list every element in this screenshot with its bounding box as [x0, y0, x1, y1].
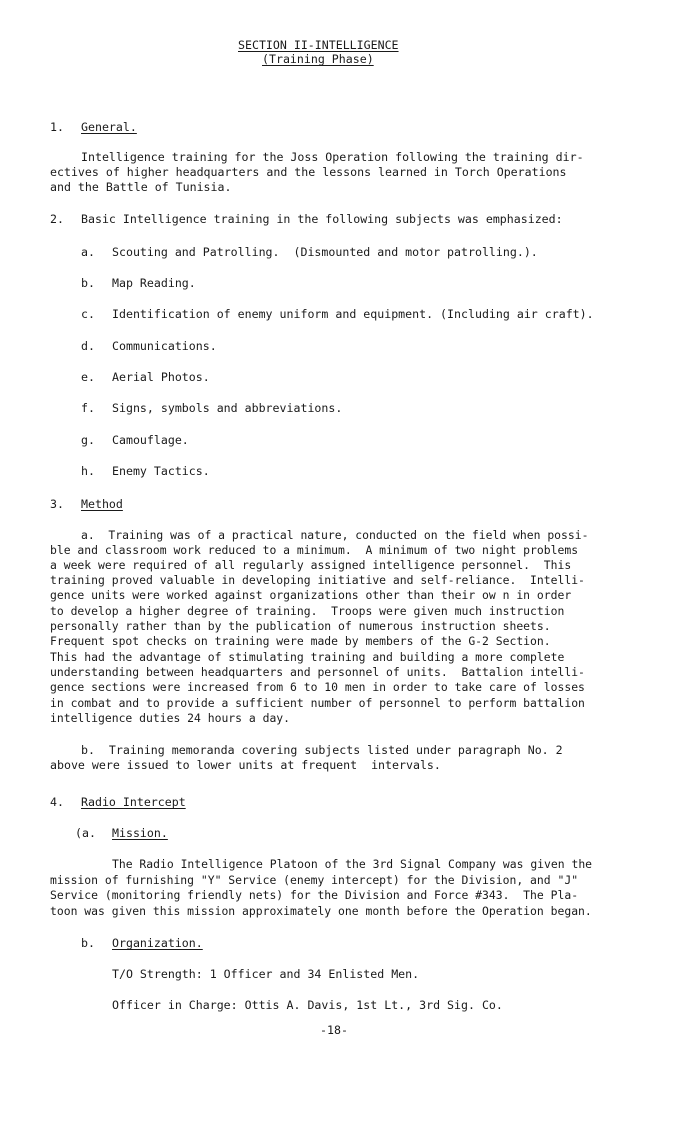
- text-line: This had the advantage of stimulating training and building a more complete: [50, 650, 565, 664]
- list-item: Camouflage.: [112, 433, 189, 447]
- subsection-heading-mission: Mission.: [112, 826, 168, 840]
- text-line: understanding between headquarters and personnel of units. Battalion intelli-: [50, 665, 585, 679]
- list-item-letter: b.: [81, 276, 95, 290]
- text-line: training proved valuable in developing initiative and self-reliance. Intelli-: [50, 573, 585, 587]
- list-item: Aerial Photos.: [112, 370, 210, 384]
- list-item: Signs, symbols and abbreviations.: [112, 401, 343, 415]
- section-number: 1.: [50, 120, 64, 134]
- list-item-letter: c.: [81, 307, 95, 321]
- text-line: above were issued to lower units at frequent intervals.: [50, 758, 441, 772]
- section-heading-general: General.: [81, 120, 137, 134]
- text-line: ectives of higher headquarters and the lessons learned in Torch Operations: [50, 165, 567, 179]
- text-line: to develop a higher degree of training. Troops were given much instruction: [50, 604, 565, 618]
- text-line: personally rather than by the publication of numerous instruction sheets.: [50, 619, 551, 633]
- text-line: Frequent spot checks on training were made by members of the G-2 Section.: [50, 634, 551, 648]
- text-line: intelligence duties 24 hours a day.: [50, 711, 291, 725]
- organization-officer: Officer in Charge: Ottis A. Davis, 1st Lt., 3rd Sig. Co.: [112, 998, 503, 1012]
- text-line: mission of furnishing "Y" Service (enemy intercept) for the Division, and "J": [50, 873, 579, 887]
- text-line: and the Battle of Tunisia.: [50, 180, 232, 194]
- subsection-heading-organization: Organization.: [112, 936, 203, 950]
- text-line: Intelligence training for the Joss Operation following the training dir-: [81, 150, 584, 164]
- organization-strength: T/O Strength: 1 Officer and 34 Enlisted Men.: [112, 967, 420, 981]
- text-line: gence sections were increased from 6 to 10 men in order to take care of losses: [50, 680, 585, 694]
- subsection-letter: b.: [81, 936, 95, 950]
- list-item: Communications.: [112, 339, 217, 353]
- page-subtitle: (Training Phase): [262, 52, 374, 66]
- list-item-letter: d.: [81, 339, 95, 353]
- section-number: 3.: [50, 497, 64, 511]
- section-heading-method: Method: [81, 497, 123, 511]
- list-item-letter: a.: [81, 245, 95, 259]
- text-line: ble and classroom work reduced to a minimum. A minimum of two night problems: [50, 543, 579, 557]
- list-item-letter: f.: [81, 401, 95, 415]
- page-number: -18-: [320, 1023, 348, 1037]
- text-line: Service (monitoring friendly nets) for the Division and Force #343. The Pla-: [50, 888, 579, 902]
- list-item: Enemy Tactics.: [112, 464, 210, 478]
- subsection-letter: (a.: [75, 826, 96, 840]
- list-item: Scouting and Patrolling. (Dismounted and motor patrolling.).: [112, 245, 538, 259]
- list-item: Map Reading.: [112, 276, 196, 290]
- section-number: 2.: [50, 212, 64, 226]
- section-heading-basic: Basic Intelligence training in the following subjects was emphasized:: [81, 212, 563, 226]
- text-line: gence units were worked against organizations other than their ow n in order: [50, 588, 572, 602]
- text-line: The Radio Intelligence Platoon of the 3rd Signal Company was given the: [112, 857, 593, 871]
- text-line: in combat and to provide a sufficient number of personnel to perform battalion: [50, 696, 585, 710]
- list-item: Identification of enemy uniform and equipment. (Including air craft).: [112, 307, 594, 321]
- text-line: toon was given this mission approximately one month before the Operation began.: [50, 904, 592, 918]
- text-line: a week were required of all regularly assigned intelligence personnel. This: [50, 558, 572, 572]
- list-item-letter: h.: [81, 464, 95, 478]
- list-item-letter: g.: [81, 433, 95, 447]
- list-item-letter: e.: [81, 370, 95, 384]
- section-number: 4.: [50, 795, 64, 809]
- text-line: b. Training memoranda covering subjects listed under paragraph No. 2: [81, 743, 563, 757]
- page-title: SECTION II-INTELLIGENCE: [238, 38, 399, 52]
- text-line: a. Training was of a practical nature, conducted on the field when possi-: [81, 528, 589, 542]
- section-heading-radio: Radio Intercept: [81, 795, 186, 809]
